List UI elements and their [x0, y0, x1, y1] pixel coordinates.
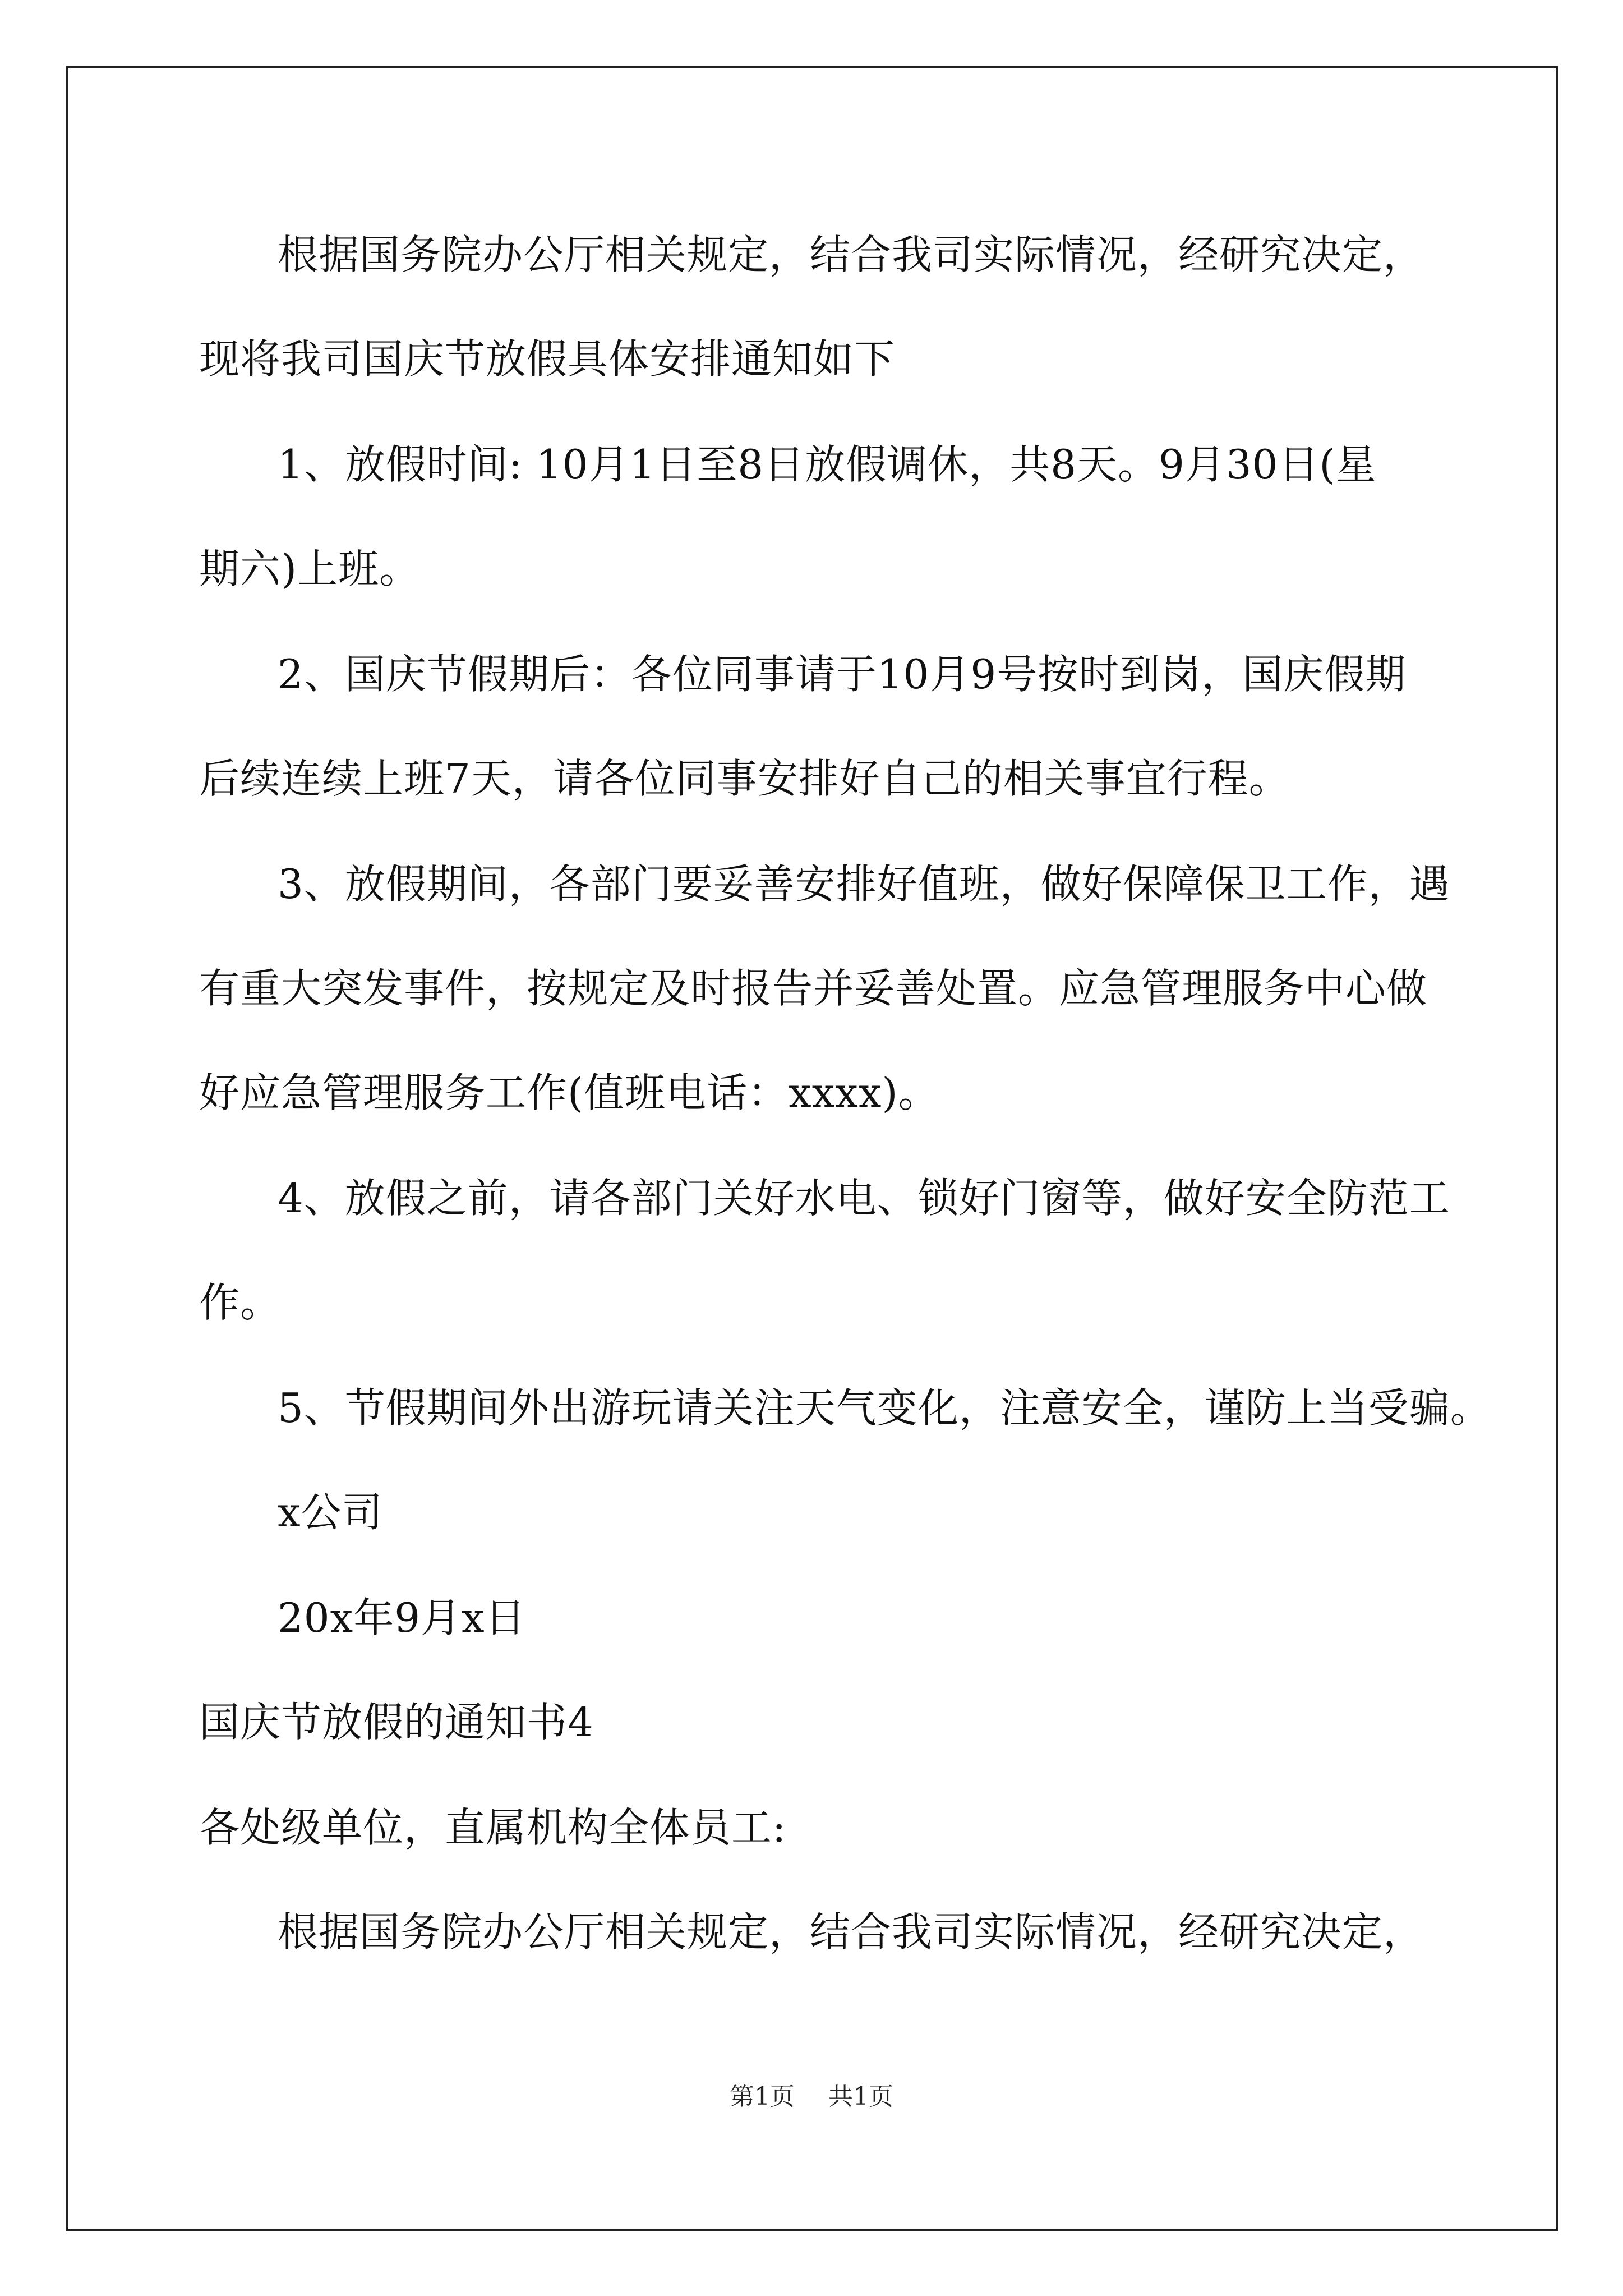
salutation: 各处级单位，直属机构全体员工:	[199, 1804, 787, 1851]
paragraph-line: 3、放假期间，各部门要妥善安排好值班，做好保障保卫工作，遇	[278, 861, 1450, 908]
paragraph-line: 有重大突发事件，按规定及时报告并妥善处置。应急管理服务中心做	[199, 965, 1428, 1012]
page-number: 第1页	[730, 2082, 795, 2111]
paragraph-line: 好应急管理服务工作(值班电话：xxxx)。	[199, 1069, 939, 1116]
paragraph-line: 现将我司国庆节放假具体安排通知如下	[199, 335, 896, 383]
page-total: 共1页	[828, 2082, 893, 2111]
page-footer	[0, 2082, 1623, 2111]
date-line: 20x年9月x日	[278, 1594, 526, 1641]
company-signature: x公司	[278, 1489, 383, 1536]
paragraph-line: 根据国务院办公厅相关规定，结合我司实际情况，经研究决定，	[278, 1908, 1424, 1955]
section-heading: 国庆节放假的通知书4	[199, 1699, 594, 1746]
paragraph-line: 1、放假时间: 10月1日至8日放假调休，共8天。9月30日(星	[278, 441, 1377, 488]
paragraph-line: 期六)上班。	[199, 545, 421, 592]
paragraph-line: 后续连续上班7天，请各位同事安排好自己的相关事宜行程。	[199, 755, 1290, 802]
paragraph-line: 根据国务院办公厅相关规定，结合我司实际情况，经研究决定，	[278, 231, 1424, 278]
paragraph-line: 5、节假期间外出游玩请关注天气变化，注意安全，谨防上当受骗。	[278, 1384, 1491, 1432]
paragraph-line: 2、国庆节假期后：各位同事请于10月9号按时到岗，国庆假期	[278, 651, 1407, 698]
paragraph-line: 4、放假之前，请各部门关好水电、锁好门窗等，做好安全防范工	[278, 1175, 1450, 1222]
paragraph-line: 作。	[199, 1279, 282, 1326]
page-border	[66, 66, 1558, 2231]
